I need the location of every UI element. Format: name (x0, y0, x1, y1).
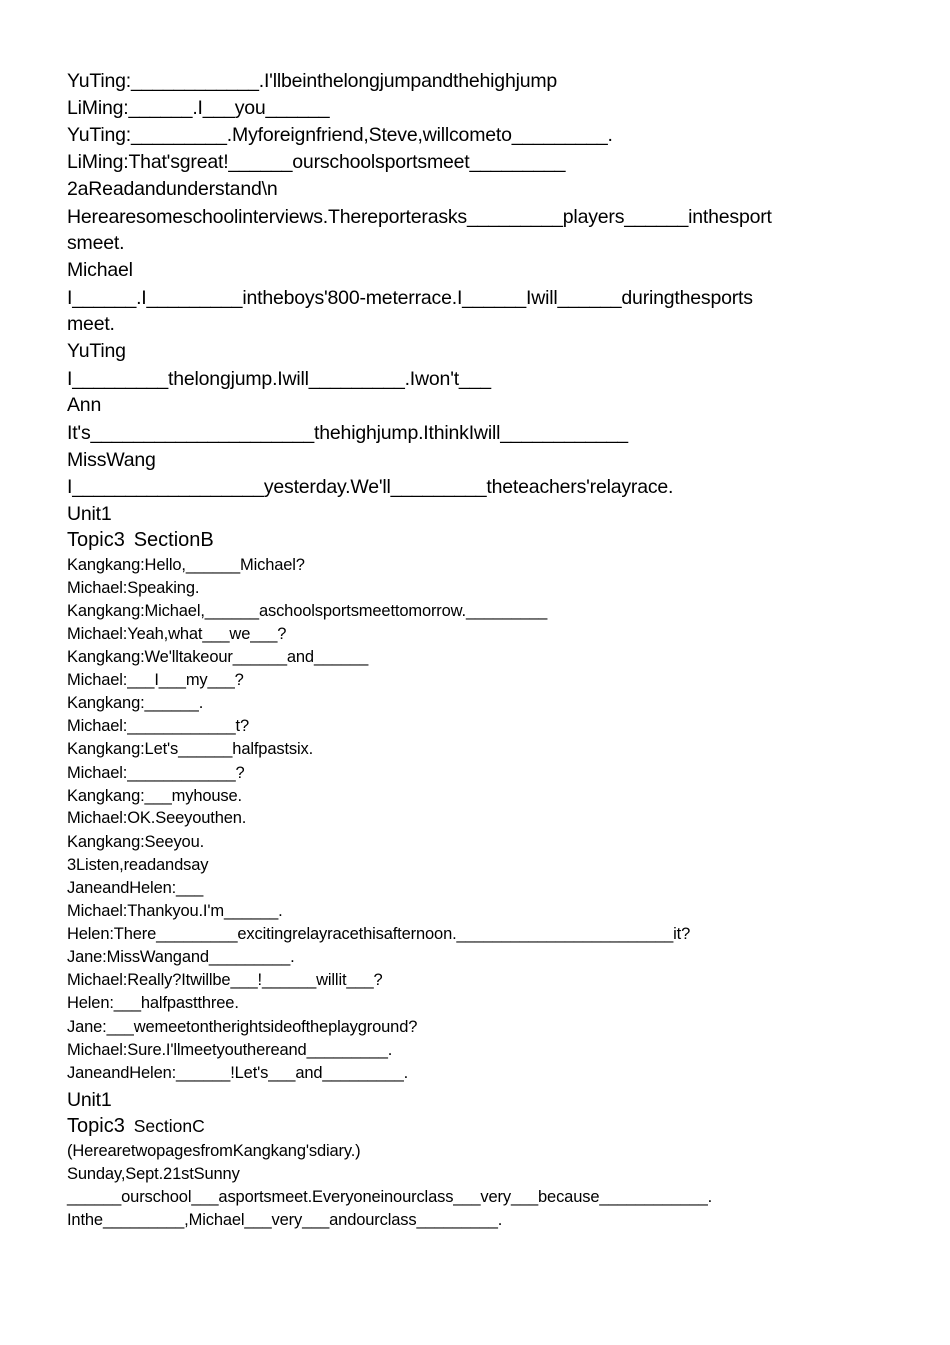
paragraph-line: Inthe_________,Michael___very___andourclass_________. (67, 1211, 503, 1229)
section-heading: 2aReadandunderstand\n (67, 178, 278, 200)
dialogue-line: YuTing:_________.Myforeignfriend,Steve,willcometo_________. (67, 124, 613, 146)
dialogue-line: Michael:____________t? (67, 717, 250, 735)
topic-heading (67, 1115, 205, 1138)
speaker-name: YuTing (67, 340, 126, 362)
paragraph-line: meet. (67, 313, 115, 335)
topic-heading (67, 529, 214, 552)
section-label: SectionB (133, 529, 214, 551)
speaker-name: Ann (67, 394, 102, 416)
dialogue-line: Michael:Thankyou.I'm______. (67, 902, 283, 920)
dialogue-line: YuTing:____________.I'llbeinthelongjumpandthehighjump (67, 70, 558, 92)
dialogue-line: Kangkang:Hello,______Michael? (67, 556, 305, 574)
paragraph-line: Herearesomeschoolinterviews.Thereporterasks_________players______inthesport (67, 206, 772, 228)
dialogue-line: Kangkang:We'lltakeour______and______ (67, 648, 369, 666)
dialogue-line: Kangkang:Let's______halfpastsix. (67, 740, 314, 758)
dialogue-line: Michael:Speaking. (67, 579, 200, 597)
dialogue-line: Helen:There_________excitingrelayracethisafternoon.________________________it? (67, 925, 691, 943)
paragraph-line: smeet. (67, 232, 125, 254)
dialogue-line: Michael:OK.Seeyouthen. (67, 809, 247, 827)
dialogue-line: Michael:____________? (67, 764, 245, 782)
dialogue-line: Kangkang:___myhouse. (67, 787, 242, 805)
dialogue-line: Jane:___wemeetontherightsideoftheplayground? (67, 1018, 418, 1036)
paragraph-line: (HerearetwopagesfromKangkang'sdiary.) (67, 1142, 361, 1160)
speaker-name: Michael (67, 259, 133, 281)
dialogue-line: LiMing:That'sgreat!______ourschoolsportsmeet_________ (67, 151, 566, 173)
paragraph-line: ______ourschool___asportsmeet.Everyoneinourclass___very___because____________. (67, 1188, 713, 1206)
dialogue-line: Jane:MissWangand_________. (67, 948, 295, 966)
paragraph-line: I_________thelongjump.Iwill_________.Iwon't___ (67, 368, 491, 390)
dialogue-line: JaneandHelen:______!Let's___and_________. (67, 1064, 409, 1082)
paragraph-line: I__________________yesterday.We'll_________theteachers'relayrace. (67, 476, 674, 498)
paragraph-line: I______.I_________intheboys'800-meterrace.I______Iwill______duringthesports (67, 287, 753, 309)
diary-date: Sunday,Sept.21stSunny (67, 1165, 240, 1183)
unit-heading: Unit1 (67, 1089, 112, 1111)
dialogue-line: LiMing:______.I___you______ (67, 97, 330, 119)
dialogue-line: Kangkang:______. (67, 694, 204, 712)
paragraph-line: It's_____________________thehighjump.IthinkIwill____________ (67, 422, 628, 444)
dialogue-line: Helen:___halfpastthree. (67, 994, 239, 1012)
topic-label: Topic3 (67, 529, 125, 551)
dialogue-line: Michael:Sure.I'llmeetyouthereand_________. (67, 1041, 393, 1059)
topic-label: Topic3 (67, 1115, 125, 1137)
speaker-name: MissWang (67, 449, 156, 471)
dialogue-line: Michael:Really?Itwillbe___!______willit___? (67, 971, 383, 989)
dialogue-line: Michael:Yeah,what___we___? (67, 625, 287, 643)
dialogue-line: JaneandHelen:___ (67, 879, 204, 897)
unit-heading: Unit1 (67, 503, 112, 525)
dialogue-line: Kangkang:Michael,______aschoolsportsmeettomorrow._________ (67, 602, 548, 620)
dialogue-line: Michael:___I___my___? (67, 671, 244, 689)
section-label: SectionC (133, 1116, 205, 1136)
dialogue-line: Kangkang:Seeyou. (67, 833, 205, 851)
section-heading: 3Listen,readandsay (67, 856, 209, 874)
